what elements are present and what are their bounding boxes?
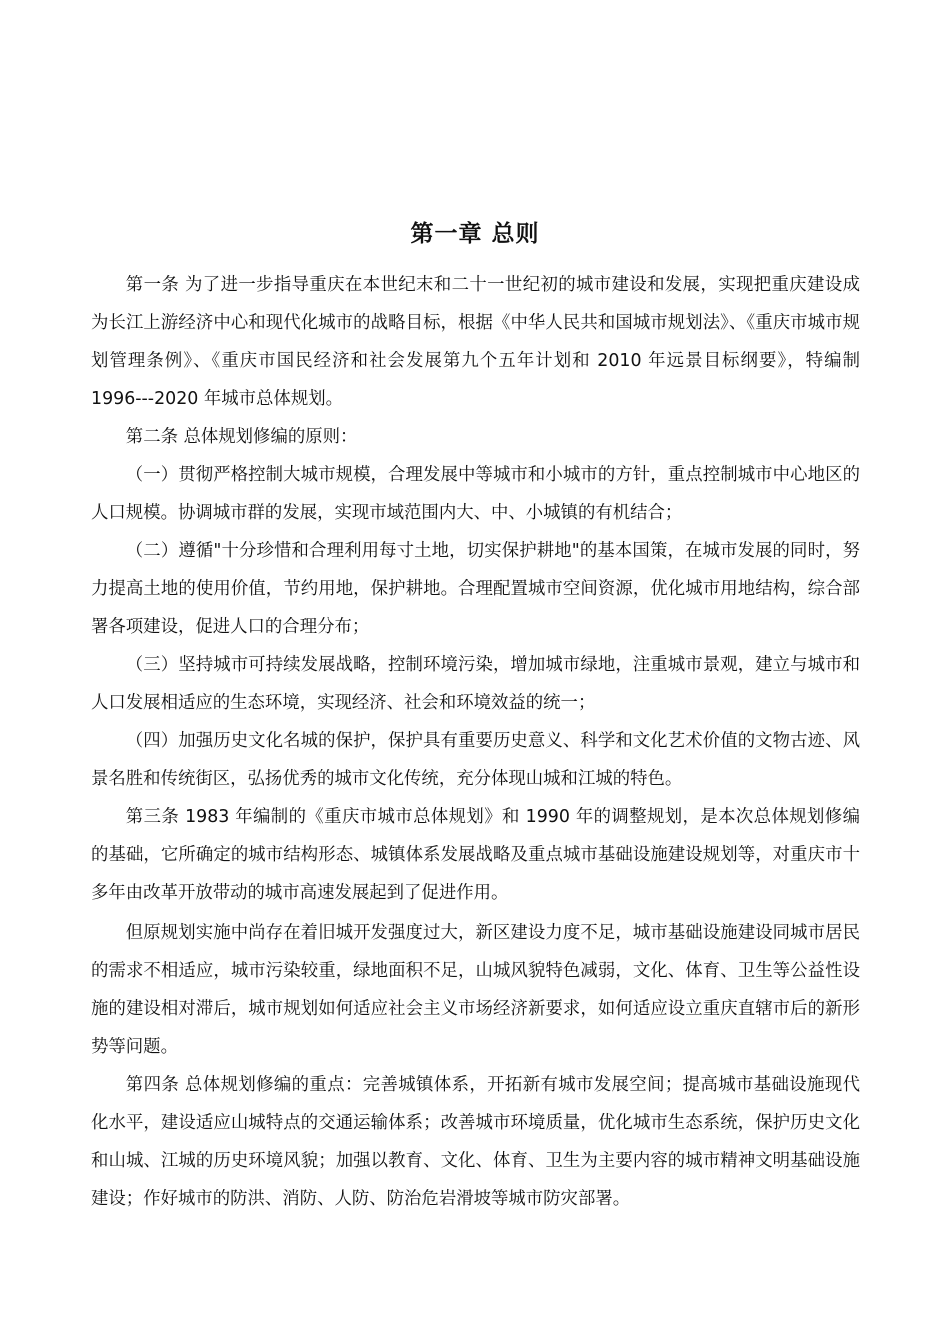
principle-3-paragraph: （三）坚持城市可持续发展战略，控制环境污染，增加城市绿地，注重城市景观，建立与城市和人口发展相适应的生态环境，实现经济、社会和环境效益的统一； <box>91 655 860 713</box>
principle-1-paragraph: （一）贯彻严格控制大城市规模，合理发展中等城市和小城市的方针，重点控制城市中心地区的人口规模。协调城市群的发展，实现市域范围内大、中、小城镇的有机结合； <box>91 465 860 523</box>
body-text <box>91 266 860 1218</box>
chapter-title: 第一章 总则 <box>410 221 540 247</box>
article-4-paragraph: 第四条 总体规划修编的重点：完善城镇体系，开拓新有城市发展空间；提高城市基础设施现代化水平，建设适应山城特点的交通运输体系；改善城市环境质量，优化城市生态系统，保护历史文化和山城、江城的历史环境风貌；加强以教育、文化、体育、卫生为主要内容的城市精神文明基础设施建设；作好城市的防洪、消防、人防、防治危岩滑坡等城市防灾部署。 <box>91 1075 860 1209</box>
principle-2-paragraph: （二）遵循"十分珍惜和合理利用每寸土地，切实保护耕地"的基本国策，在城市发展的同时，努力提高土地的使用价值，节约用地，保护耕地。合理配置城市空间资源，优化城市用地结构，综合部署各项建设，促进人口的合理分布； <box>91 541 860 637</box>
article-3-continuation-paragraph: 但原规划实施中尚存在着旧城开发强度过大，新区建设力度不足，城市基础设施建设同城市居民的需求不相适应，城市污染较重，绿地面积不足，山城风貌特色减弱，文化、体育、卫生等公益性设施的建设相对滞后，城市规划如何适应社会主义市场经济新要求，如何适应设立重庆直辖市后的新形势等问题。 <box>91 923 860 1057</box>
article-1-paragraph: 第一条 为了进一步指导重庆在本世纪末和二十一世纪初的城市建设和发展，实现把重庆建设成为长江上游经济中心和现代化城市的战略目标，根据《中华人民共和国城市规划法》、《重庆市城市规划管理条例》、《重庆市国民经济和社会发展第九个五年计划和 2010 年远景目标纲要》，特编制 1996---2020 年城市总体规划。 <box>91 275 860 409</box>
article-3-paragraph: 第三条 1983 年编制的《重庆市城市总体规划》和 1990 年的调整规划，是本次总体规划修编的基础，它所确定的城市结构形态、城镇体系发展战略及重点城市基础设施建设规划等，对重庆市十多年由改革开放带动的城市高速发展起到了促进作用。 <box>91 807 860 903</box>
principle-4-paragraph: （四）加强历史文化名城的保护，保护具有重要历史意义、科学和文化艺术价值的文物古迹、风景名胜和传统街区，弘扬优秀的城市文化传统，充分体现山城和江城的特色。 <box>91 731 860 789</box>
article-2-paragraph: 第二条 总体规划修编的原则： <box>125 427 358 447</box>
